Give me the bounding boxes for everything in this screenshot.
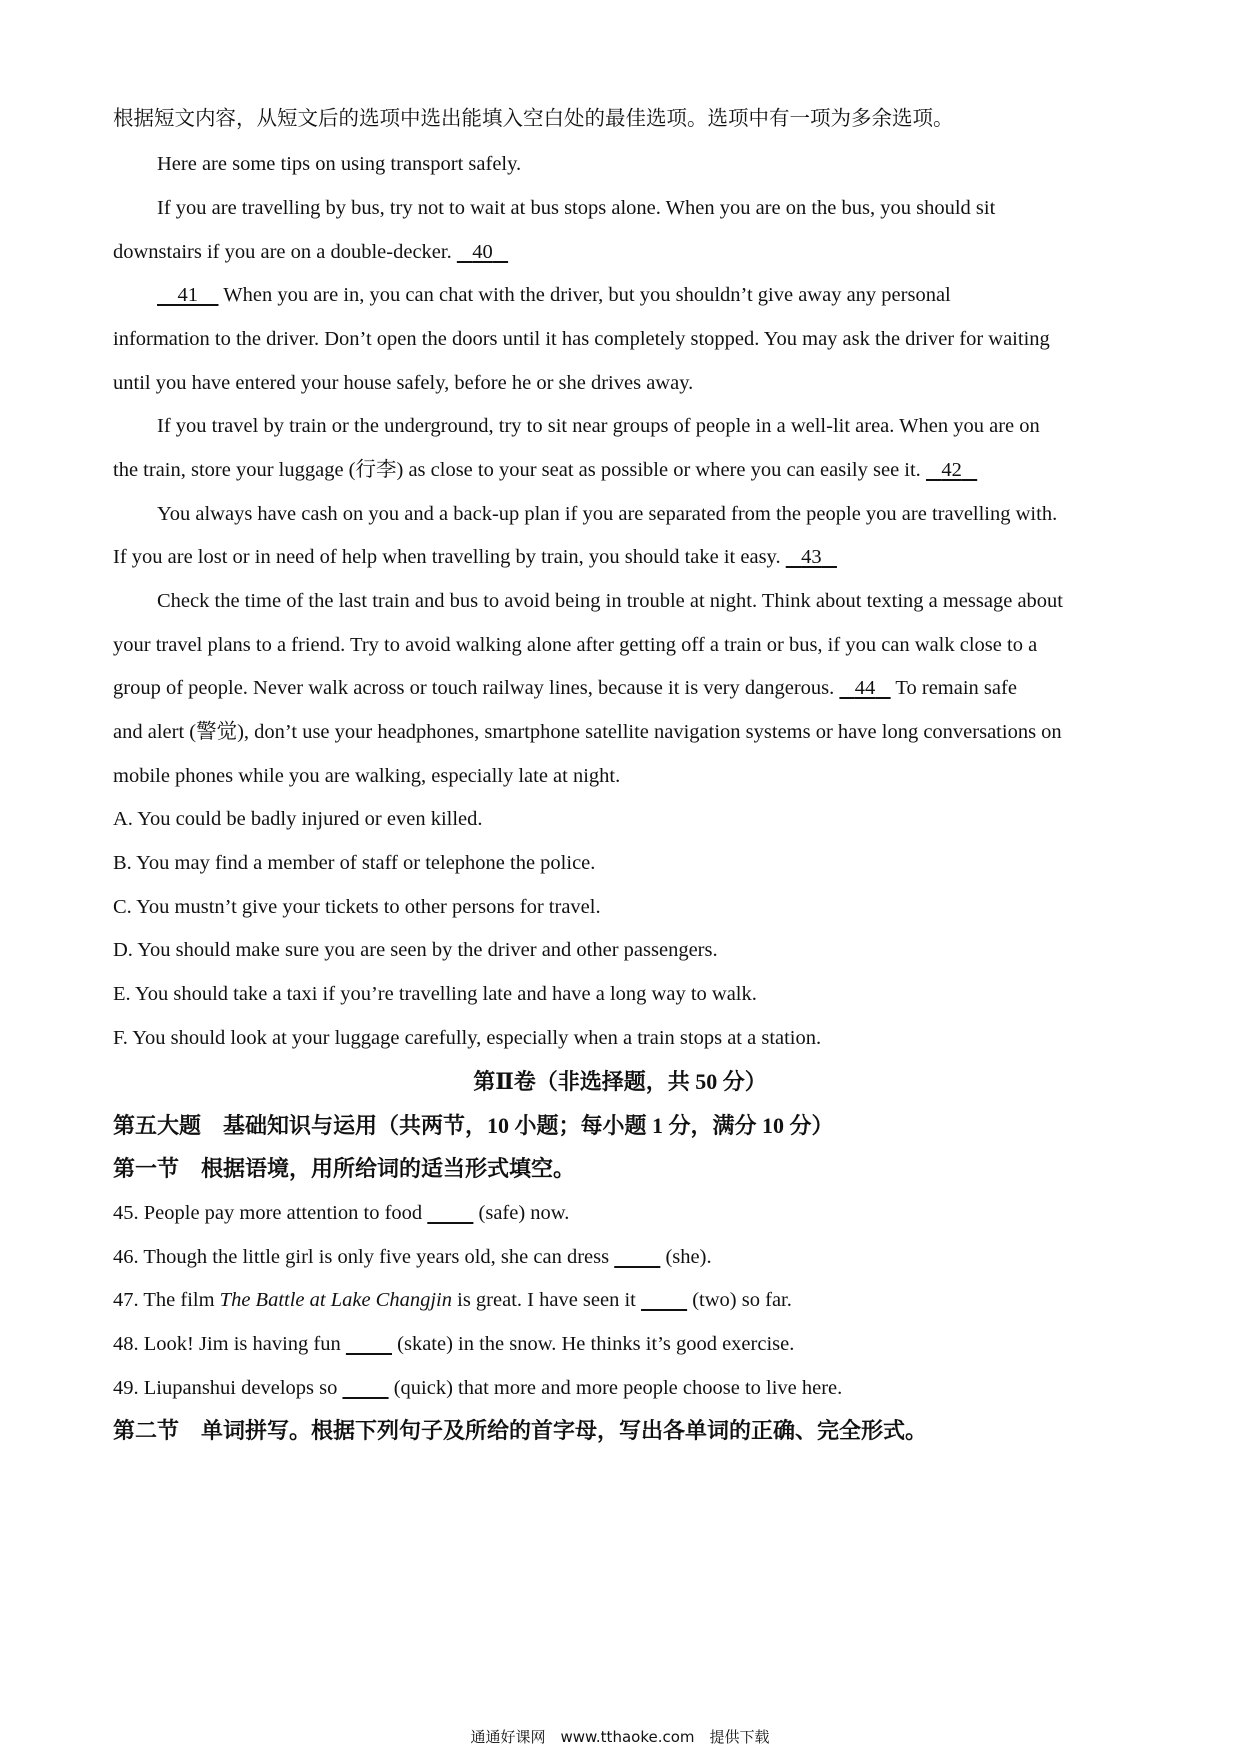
blank-44: 44: [854, 677, 876, 699]
reading-instruction: 根据短文内容，从短文后的选项中选出能填入空白处的最佳选项。选项中有一项为多余选项。: [113, 108, 954, 130]
section-5-heading: 第五大题 基础知识与运用（共两节，10 小题；每小题 1 分，满分 10 分）: [113, 1113, 834, 1138]
option-b: B. You may find a member of staff or telephone the police.: [113, 852, 596, 874]
paragraph-3-line-2: [113, 456, 977, 484]
question-49-text: 49. Liupanshui develops so: [113, 1377, 338, 1399]
paragraph-5-line-4: and alert (警觉), don’t use your headphones, smartphone satellite navigation systems or have long conversations on: [113, 721, 1062, 743]
question-45-hint: (safe) now.: [478, 1202, 570, 1224]
question-48: [113, 1330, 794, 1358]
question-46-text: 46. Though the little girl is only five years old, she can dress: [113, 1246, 610, 1268]
question-48-hint: (skate) in the snow. He thinks it’s good exercise.: [397, 1333, 795, 1355]
option-c: C. You mustn’t give your tickets to other persons for travel.: [113, 896, 601, 918]
blank-41: 41: [177, 284, 198, 306]
paragraph-2-text: When you are in, you can chat with the driver, but you shouldn’t give away any personal: [223, 284, 951, 306]
blank-40: 40: [472, 241, 493, 263]
paragraph-1-text: downstairs if you are on a double-decker.: [113, 241, 452, 263]
paragraph-2-line-1: [157, 281, 951, 309]
blank-42: 42: [941, 459, 962, 481]
question-47-text-2: is great. I have seen it: [457, 1289, 636, 1311]
option-f: F. You should look at your luggage carefully, especially when a train stops at a station.: [113, 1027, 822, 1049]
question-49-hint: (quick) that more and more people choose to live here.: [393, 1377, 843, 1399]
option-e: E. You should take a taxi if you’re travelling late and have a long way to walk.: [113, 983, 757, 1005]
subsection-2-heading: 第二节 单词拼写。根据下列句子及所给的首字母，写出各单词的正确、完全形式。: [113, 1418, 928, 1443]
question-48-text: 48. Look! Jim is having fun: [113, 1333, 341, 1355]
paragraph-5-line-5: mobile phones while you are walking, especially late at night.: [113, 765, 621, 787]
paragraph-3-text: the train, store your luggage (行李) as close to your seat as possible or where you can easily see it.: [113, 459, 921, 481]
paragraph-3-line-1: If you travel by train or the underground, try to sit near groups of people in a well-lit area. When you are on: [157, 415, 1040, 437]
paragraph-1-line-1: If you are travelling by bus, try not to wait at bus stops alone. When you are on the bus, you should sit: [157, 197, 996, 219]
paragraph-2-line-3: until you have entered your house safely, before he or she drives away.: [113, 372, 694, 394]
answer-blank-45[interactable]: [427, 1199, 473, 1227]
subsection-1-heading: 第一节 根据语境，用所给词的适当形式填空。: [113, 1156, 576, 1181]
paragraph-4-line-1: You always have cash on you and a back-up plan if you are separated from the people you are travelling with.: [157, 503, 1058, 525]
paragraph-5-line-2: your travel plans to a friend. Try to avoid walking alone after getting off a train or bus, if you can walk close to a: [113, 634, 1038, 656]
question-47-text: 47. The film: [113, 1289, 215, 1311]
question-46: [113, 1243, 712, 1271]
question-49: [113, 1374, 842, 1402]
option-a: A. You could be badly injured or even killed.: [113, 808, 483, 830]
paragraph-5-text: group of people. Never walk across or touch railway lines, because it is very dangerous.: [113, 677, 835, 699]
question-47-hint: (two) so far.: [692, 1289, 792, 1311]
paragraph-5-line-3: [113, 674, 1017, 702]
answer-blank-46[interactable]: [614, 1243, 660, 1271]
reading-intro: Here are some tips on using transport safely.: [157, 153, 522, 175]
paragraph-2-line-2: information to the driver. Don’t open the doors until it has completely stopped. You may ask the driver for waiting: [113, 328, 1050, 350]
paragraph-4-text: If you are lost or in need of help when travelling by train, you should take it easy.: [113, 546, 781, 568]
question-47: [113, 1286, 792, 1314]
paragraph-5-text-after: To remain safe: [895, 677, 1017, 699]
option-d: D. You should make sure you are seen by the driver and other passengers.: [113, 939, 718, 961]
film-title: The Battle at Lake Changjin: [219, 1289, 452, 1311]
part-2-title: 第Ⅱ卷（非选择题，共 50 分）: [473, 1069, 767, 1094]
paragraph-4-line-2: [113, 543, 837, 571]
question-45: [113, 1199, 569, 1227]
question-46-hint: (she).: [665, 1246, 712, 1268]
paragraph-1-line-2: [113, 238, 508, 266]
answer-blank-47[interactable]: [641, 1286, 687, 1314]
answer-blank-49[interactable]: [342, 1374, 388, 1402]
answer-blank-48[interactable]: [346, 1330, 392, 1358]
question-45-text: 45. People pay more attention to food: [113, 1202, 423, 1224]
footer-watermark: 通通好课网 www.tthaoke.com 提供下载: [470, 1728, 770, 1746]
paragraph-5-line-1: Check the time of the last train and bus to avoid being in trouble at night. Think about texting a message about: [157, 590, 1063, 612]
blank-43: 43: [801, 546, 822, 568]
